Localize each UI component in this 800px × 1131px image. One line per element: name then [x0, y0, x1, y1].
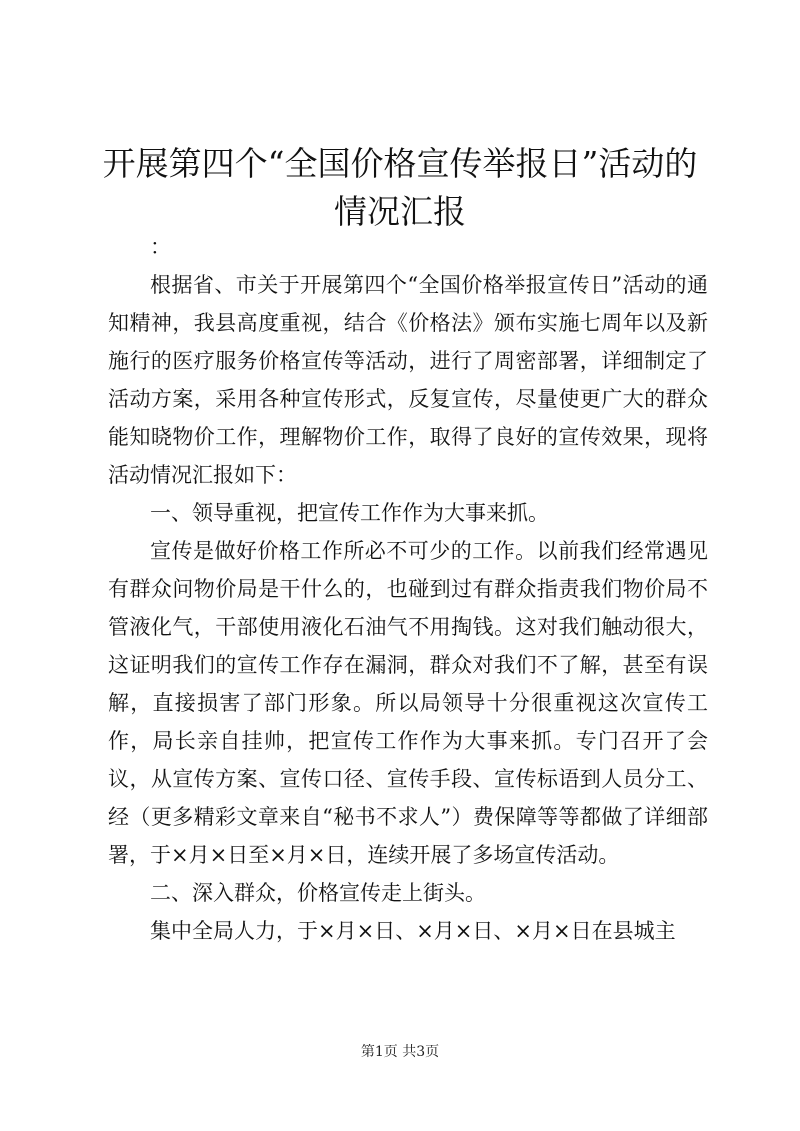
document-title: 开展第四个“全国价格宣传举报日”活动的情况汇报	[102, 144, 698, 231]
paragraph-section-1: 宣传是做好价格工作所必不可少的工作。以前我们经常遇见有群众问物价局是干什么的，也碰到过有群众指责我们物价局不管液化气，干部使用液化石油气不用掏钱。这对我们触动很大，这证明我们的宣传工作存在漏洞，群众对我们不了解，甚至有误解，直接损害了部门形象。所以局领导十分很重视这次宣传工作，局长亲自挂帅，把宣传工作作为大事来抓。专门召开了会议，从宣传方案、宣传口径、宣传手段、宣传标语到人员分工、经（更多精彩文章来自“秘书不求人”）费保障等等都做了详细部署，于×月×日至×月×日，连续开展了多场宣传活动。	[108, 539, 708, 867]
page-footer: 第1页 共3页	[360, 1044, 440, 1060]
salutation-colon: ：	[150, 235, 171, 259]
section-heading-1: 一、领导重视，把宣传工作作为大事来抓。	[150, 501, 549, 525]
section-heading-2: 二、深入群众，价格宣传走上街头。	[150, 881, 486, 905]
paragraph-section-2: 集中全局人力，于×月×日、×月×日、×月×日在县城主	[150, 919, 676, 943]
paragraph-intro: 根据省、市关于开展第四个“全国价格举报宣传日”活动的通知精神，我县高度重视，结合《价格法》颁布实施七周年以及新施行的医疗服务价格宣传等活动，进行了周密部署，详细制定了活动方案，采用各种宣传形式，反复宣传，尽量使更广大的群众能知晓物价工作，理解物价工作，取得了良好的宣传效果，现将活动情况汇报如下：	[108, 273, 708, 487]
document-body	[108, 228, 708, 950]
